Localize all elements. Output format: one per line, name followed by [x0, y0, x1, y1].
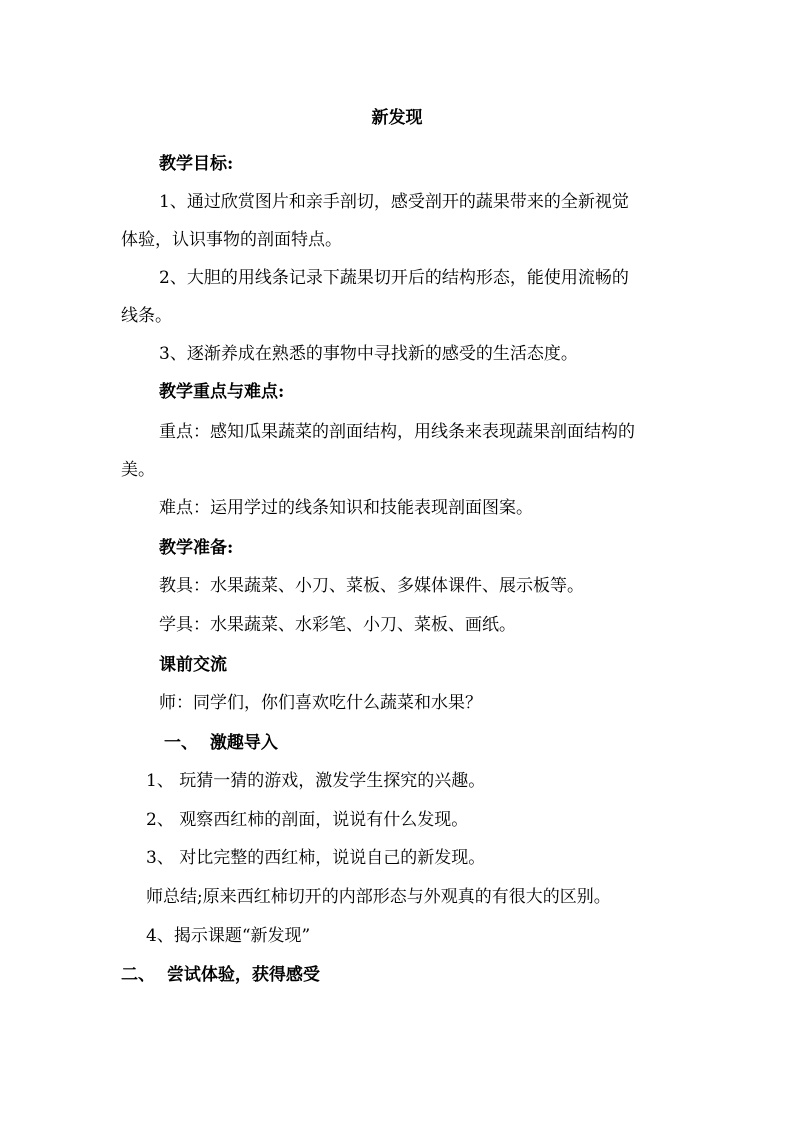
difficulty: 难点：运用学过的线条知识和技能表现剖面图案。 — [159, 498, 533, 518]
step-1: 1、 玩猜一猜的游戏，激发学生探究的兴趣。 — [146, 771, 486, 791]
keypoints-heading: 教学重点与难点: — [159, 382, 285, 402]
objective-1-line-2: 体验，认识事物的剖面特点。 — [121, 230, 342, 250]
preclass-heading: 课前交流 — [159, 655, 227, 675]
objective-1-line-1: 1、通过欣赏图片和亲手剖切，感受剖开的蔬果带来的全新视觉 — [159, 192, 629, 212]
prep-heading: 教学准备: — [159, 538, 234, 558]
objective-3: 3、逐渐养成在熟悉的事物中寻找新的感受的生活态度。 — [159, 344, 578, 364]
objectives-heading: 教学目标: — [159, 154, 234, 174]
preclass-text: 师：同学们，你们喜欢吃什么蔬菜和水果？ — [159, 693, 482, 713]
section-1-heading: 一、 激趣导入 — [164, 733, 278, 753]
keypoint-line-1: 重点：感知瓜果蔬菜的剖面结构，用线条来表现蔬果剖面结构的 — [159, 422, 635, 442]
document-title: 新发现 — [371, 108, 423, 128]
summary: 师总结;原来西红柿切开的内部形态与外观真的有很大的区别。 — [146, 887, 611, 907]
step-4: 4、揭示课题“新发现” — [146, 926, 311, 946]
teacher-tools: 教具：水果蔬菜、小刀、菜板、多媒体课件、展示板等。 — [159, 576, 584, 596]
objective-2-line-2: 线条。 — [121, 306, 172, 326]
student-tools: 学具：水果蔬菜、水彩笔、小刀、菜板、画纸。 — [159, 615, 516, 635]
section-2-heading: 二、 尝试体验，获得感受 — [121, 965, 320, 985]
keypoint-line-2: 美。 — [121, 460, 155, 480]
step-2: 2、 观察西红柿的剖面，说说有什么发现。 — [146, 810, 469, 830]
step-3: 3、 对比完整的西红柿，说说自己的新发现。 — [146, 848, 486, 868]
objective-2-line-1: 2、大胆的用线条记录下蔬果切开后的结构形态，能使用流畅的 — [159, 268, 629, 288]
